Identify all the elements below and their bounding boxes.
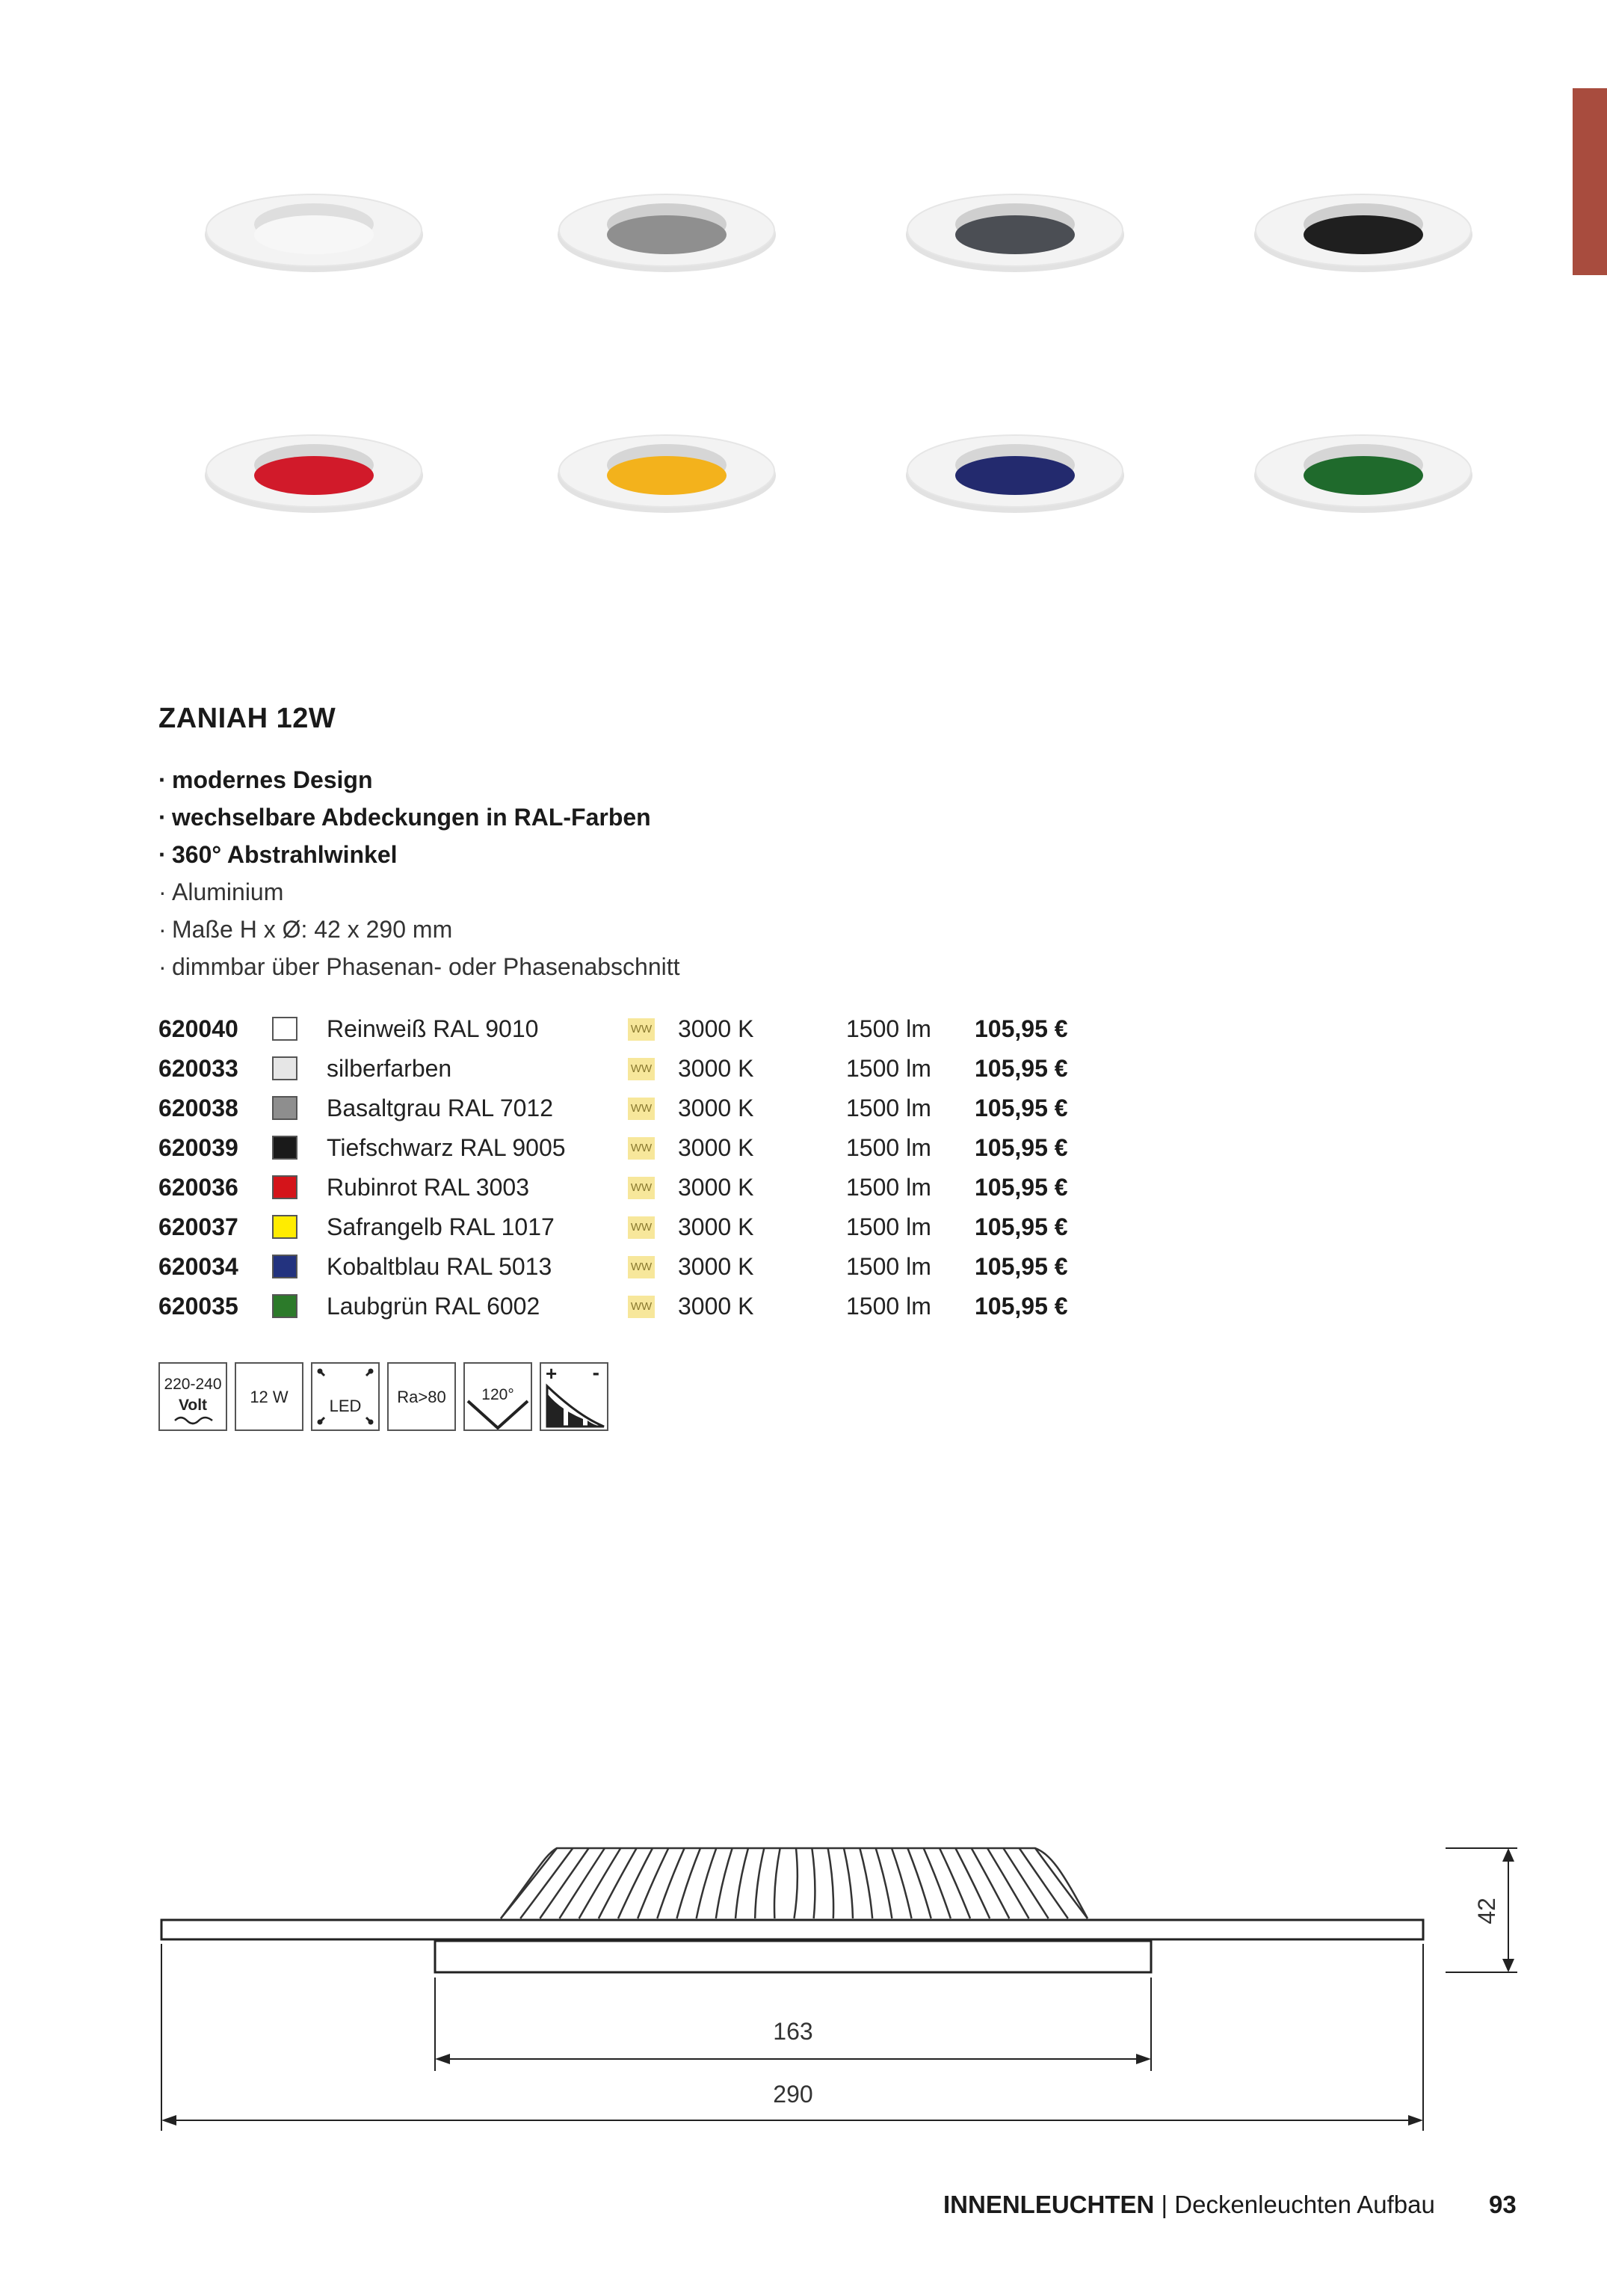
- warm-white-icon: WW: [628, 1098, 655, 1120]
- color-name: Kobaltblau RAL 5013: [327, 1253, 552, 1280]
- luminous-flux: 1500 lm: [846, 1015, 931, 1042]
- luminous-flux: 1500 lm: [846, 1055, 931, 1082]
- price: 105,95 €: [975, 1174, 1068, 1201]
- lamp-image: [906, 194, 1124, 272]
- feature-item: · Maße H x Ø: 42 x 290 mm: [158, 916, 453, 943]
- color-name: Tiefschwarz RAL 9005: [327, 1134, 566, 1161]
- luminous-flux: 1500 lm: [846, 1095, 931, 1121]
- color-swatch: [272, 1136, 297, 1160]
- article-number: 620038: [158, 1095, 238, 1121]
- luminous-flux: 1500 lm: [846, 1213, 931, 1240]
- luminous-flux: 1500 lm: [846, 1174, 931, 1201]
- color-temperature: 3000 K: [678, 1253, 754, 1280]
- lamp-image: [205, 435, 423, 513]
- price: 105,95 €: [975, 1095, 1068, 1121]
- cri-icon: Ra>80: [387, 1362, 456, 1431]
- article-number: 620040: [158, 1015, 238, 1042]
- article-number: 620037: [158, 1213, 238, 1240]
- price: 105,95 €: [975, 1253, 1068, 1280]
- price: 105,95 €: [975, 1055, 1068, 1082]
- lamp-image: [906, 435, 1124, 513]
- warm-white-icon: WW: [628, 1216, 655, 1239]
- luminous-flux: 1500 lm: [846, 1293, 931, 1320]
- beam-angle-icon: 120°: [463, 1362, 532, 1431]
- price: 105,95 €: [975, 1134, 1068, 1161]
- luminous-flux: 1500 lm: [846, 1134, 931, 1161]
- price: 105,95 €: [975, 1213, 1068, 1240]
- feature-list: [158, 761, 680, 985]
- power-icon: 12 W: [235, 1362, 303, 1431]
- color-name: Basaltgrau RAL 7012: [327, 1095, 554, 1121]
- color-temperature: 3000 K: [678, 1174, 754, 1201]
- color-name: Rubinrot RAL 3003: [327, 1174, 529, 1201]
- product-images: [0, 0, 1607, 568]
- article-number: 620035: [158, 1293, 238, 1320]
- article-number: 620033: [158, 1055, 238, 1082]
- color-temperature: 3000 K: [678, 1134, 754, 1161]
- voltage-icon: 220-240 Volt: [158, 1362, 227, 1431]
- color-name: Safrangelb RAL 1017: [327, 1213, 555, 1240]
- spec-icons: [158, 1362, 608, 1431]
- color-swatch: [272, 1294, 297, 1318]
- color-swatch: [272, 1255, 297, 1278]
- color-swatch: [272, 1096, 297, 1120]
- color-temperature: 3000 K: [678, 1055, 754, 1082]
- price: 105,95 €: [975, 1293, 1068, 1320]
- height-dimension: 42: [1473, 1898, 1500, 1924]
- footer-separator: |: [1161, 2191, 1168, 2218]
- color-name: silberfarben: [327, 1055, 452, 1082]
- color-temperature: 3000 K: [678, 1095, 754, 1121]
- feature-item: · 360° Abstrahlwinkel: [158, 841, 398, 868]
- feature-item: · wechselbare Abdeckungen in RAL-Farben: [158, 804, 651, 831]
- warm-white-icon: WW: [628, 1296, 655, 1318]
- warm-white-icon: WW: [628, 1137, 655, 1160]
- base-diameter-dimension: 163: [773, 2018, 813, 2045]
- color-name: Reinweiß RAL 9010: [327, 1015, 539, 1042]
- color-swatch: [272, 1056, 297, 1080]
- feature-item: · dimmbar über Phasenan- oder Phasenabschnitt: [158, 953, 680, 980]
- warm-white-icon: WW: [628, 1018, 655, 1041]
- lamp-image: [205, 194, 423, 272]
- product-title: ZANIAH 12W: [158, 703, 336, 734]
- feature-item: · Aluminium: [158, 878, 284, 905]
- color-temperature: 3000 K: [678, 1293, 754, 1320]
- lamp-image: [558, 194, 776, 272]
- article-number: 620034: [158, 1253, 238, 1280]
- technical-drawing: [0, 1824, 1607, 2138]
- warm-white-icon: WW: [628, 1058, 655, 1080]
- warm-white-icon: WW: [628, 1177, 655, 1199]
- article-number: 620036: [158, 1174, 238, 1201]
- article-number: 620039: [158, 1134, 238, 1161]
- lamp-image: [558, 435, 776, 513]
- led-icon: LED: [311, 1362, 380, 1431]
- dimmable-icon: + -: [540, 1362, 608, 1431]
- luminous-flux: 1500 lm: [846, 1253, 931, 1280]
- color-temperature: 3000 K: [678, 1213, 754, 1240]
- footer-category: INNENLEUCHTEN: [943, 2191, 1155, 2218]
- total-diameter-dimension: 290: [773, 2081, 813, 2108]
- footer-subcategory: Deckenleuchten Aufbau: [1174, 2191, 1435, 2218]
- page-footer: [943, 2191, 1435, 2219]
- color-temperature: 3000 K: [678, 1015, 754, 1042]
- feature-item: · modernes Design: [158, 766, 373, 793]
- color-swatch: [272, 1175, 297, 1199]
- page-number: 93: [1489, 2191, 1517, 2218]
- lamp-image: [1254, 435, 1472, 513]
- color-swatch: [272, 1215, 297, 1239]
- color-name: Laubgrün RAL 6002: [327, 1293, 540, 1320]
- lamp-image: [1254, 194, 1472, 272]
- warm-white-icon: WW: [628, 1256, 655, 1278]
- color-swatch: [272, 1017, 297, 1041]
- price: 105,95 €: [975, 1015, 1068, 1042]
